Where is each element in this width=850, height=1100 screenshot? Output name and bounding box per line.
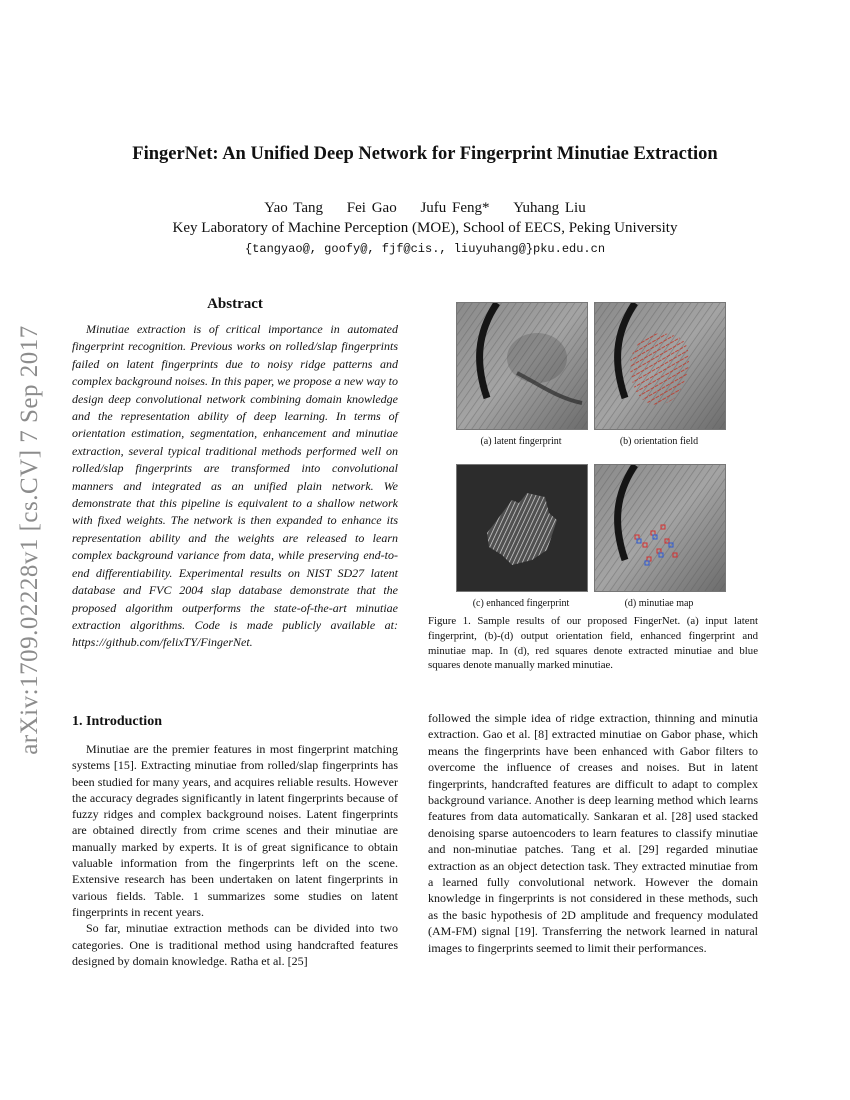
enhanced-fingerprint-image	[456, 464, 588, 592]
author: Yuhang Liu	[513, 200, 586, 216]
author: Fei Gao	[346, 200, 397, 216]
paragraph: So far, minutiae extraction methods can be divided into two categories. One is traditional method using handcrafted features designed by domain knowledge. Ratha et al. [25]	[72, 921, 398, 968]
subcaption-d: (d) minutiae map	[624, 598, 694, 609]
paper-title: FingerNet: An Unified Deep Network for Fingerprint Minutiae Extraction	[132, 144, 718, 164]
abstract-heading: Abstract	[207, 296, 263, 312]
paragraph: Minutiae are the premier features in most fingerprint matching systems [15]. Extracting minutiae from rolled/slap fingerprints has been studied for many years, and acquires reliable results. However the accuracy degrades significantly in latent fingerprints because of fuzzy ridges and complex background noises. Latent fingerprints are obtained directly from crime scenes and their minutiae are manually marked by experts. It is of great significance to obtain valuable information from the fingerprints left on the scene. Extensive research has been undertaken on latent fingerprints in various fields. Table. 1 summarizes some studies on latent fingerprints in recent years.	[72, 742, 398, 919]
minutiae-map-image	[594, 464, 726, 592]
author-list	[0, 200, 850, 217]
author: Yao Tang	[264, 200, 324, 216]
figure-1-caption: Figure 1. Sample results of our proposed FingerNet. (a) input latent fingerprint, (b)-(d) output orientation field, enhanced fingerprint and minutiae map. In (d), red squares denote extracted minutiae and blue squares denote manually marked minutiae.	[428, 615, 758, 672]
affiliation: Key Laboratory of Machine Perception (MOE), School of EECS, Peking University	[172, 220, 678, 236]
subcaption-c: (c) enhanced fingerprint	[472, 598, 570, 609]
abstract-text: Minutiae extraction is of critical importance in automated fingerprint recognition. Previous works on rolled/slap fingerprints failed on latent fingerprints due to noisy ridge patterns and complex background noises. In this paper, we propose a new way to design deep convolutional network combining domain knowledge and the representation ability of deep learning. In terms of orientation estimation, segmentation, enhancement and minutiae extraction, several typical traditional methods performed well on rolled/slap fingerprints are transformed into convolutional manners and integrated as an unified plain network. We demonstrate that this pipeline is equivalent to a shallow network with fixed weights. The network is then expanded to enhance its representation ability and the weights are released to learn complex background variance from data, while preserving end-to-end differentiability. Experimental results on NIST SD27 latent database and FVC 2004 slap database demonstrate that the proposed algorithm outperforms the state-of-the-art minutiae extraction algorithms. Code is made publicly available at: https://github.com/felixTY/FingerNet.	[72, 322, 398, 650]
figure-1	[456, 302, 726, 612]
orientation-field-image	[594, 302, 726, 430]
abstract-body	[72, 321, 398, 652]
arxiv-id: arXiv:1709.02228v1 [cs.CV] 7 Sep 2017	[16, 325, 44, 755]
introduction-heading: 1. Introduction	[72, 714, 162, 729]
subcaption-a: (a) latent fingerprint	[480, 436, 562, 447]
arxiv-stamp	[0, 300, 60, 780]
latent-fingerprint-image	[456, 302, 588, 430]
introduction-body	[72, 741, 398, 969]
author: Jufu Feng*	[420, 200, 490, 216]
paragraph: followed the simple idea of ridge extraction, thinning and minutia extraction. Gao et al. [8] extracted minutiae on Gabor phase, which means the fingerprints have been enhanced with Gabor filters to overcome the influence of creases and noises. But in latent fingerprints, handcrafted features are difficult to adapt to complex background variance. Another is deep learning method which learns features from data automatically. Sankaran et al. [28] used stacked denoising sparse autoencoders to learn features to classify minutiae and non-minutiae patches. Tang et al. [29] regarded minutiae extraction as an object detection task. They extracted minutiae from a learned fully convolutional network. However the domain knowledge in fingerprints is not considered in these methods, such as the basic hypothesis of 2D amplitude and frequency modulated (AM-FM) signal [19]. Transferring the network learned in natural images to fingerprints seemed to limit their performances.	[428, 711, 758, 955]
introduction-right-column	[428, 710, 758, 956]
subcaption-b: (b) orientation field	[619, 436, 699, 447]
author-emails: {tangyao@, goofy@, fjf@cis., liuyuhang@}pku.edu.cn	[244, 242, 606, 256]
